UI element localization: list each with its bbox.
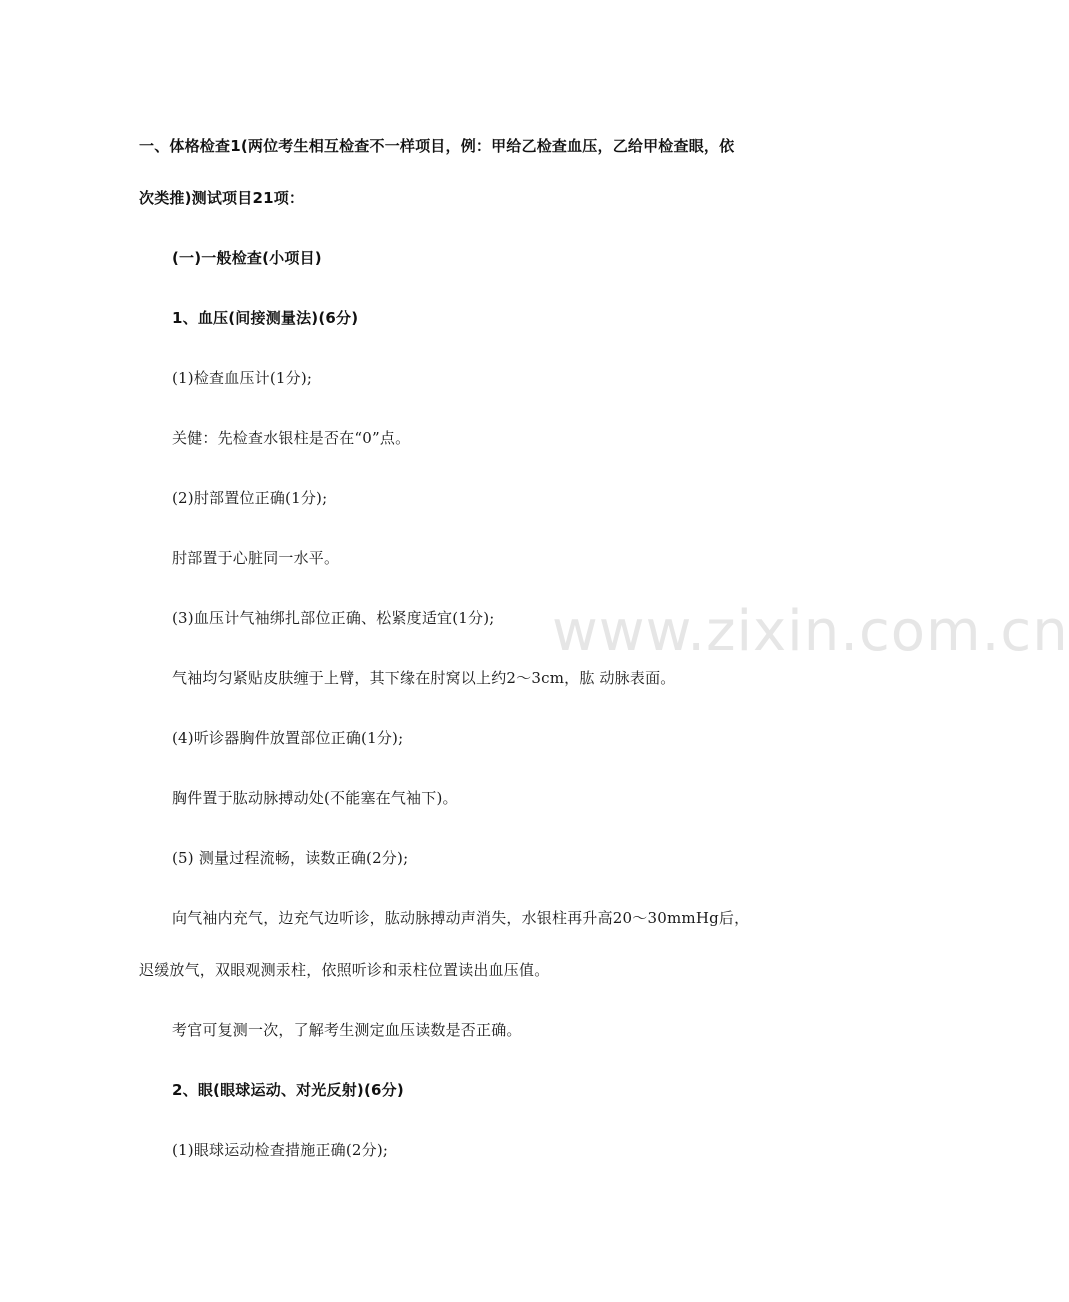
item-1-5: (5) 测量过程流畅，读数正确(2分);: [172, 849, 409, 867]
item-1-1-note: 关健：先检查水银柱是否在“0”点。: [172, 429, 411, 447]
item-1-4: (4)听诊器胸件放置部位正确(1分);: [172, 729, 404, 747]
item-1-examiner-note: 考官可复测一次，了解考生测定血压读数是否正确。: [172, 1021, 522, 1039]
item-2-title: 2、眼(眼球运动、对光反射)(6分): [172, 1081, 404, 1099]
item-1-2-note: 肘部置于心脏同一水平。: [172, 549, 340, 567]
item-1-2: (2)肘部置位正确(1分);: [172, 489, 328, 507]
item-1-5-note-line-2: 迟缓放气，双眼观测汞柱，依照听诊和汞柱位置读出血压值。: [139, 961, 550, 979]
item-1-3-note: 气袖均匀紧贴皮肤缠于上臂，其下缘在肘窝以上约2～3cm，肱 动脉表面。: [172, 669, 676, 687]
item-1-title: 1、血压(间接测量法)(6分): [172, 309, 359, 327]
item-1-4-note: 胸件置于肱动脉搏动处(不能塞在气袖下)。: [172, 789, 458, 807]
watermark: www.zixin.com.cn: [552, 599, 1069, 664]
section-general-check: (一)一般检查(小项目): [172, 249, 322, 267]
heading-line-2: 次类推)测试项目21项：: [139, 189, 305, 207]
item-1-3: (3)血压计气袖绑扎部位正确、松紧度适宜(1分);: [172, 609, 495, 627]
heading-line-1: 一、体格检查1(两位考生相互检查不一样项目，例：甲给乙检查血压，乙给甲检查眼，依: [139, 137, 735, 155]
item-2-1: (1)眼球运动检查措施正确(2分);: [172, 1141, 389, 1159]
item-1-1: (1)检查血压计(1分);: [172, 369, 313, 387]
item-1-5-note-line-1: 向气袖内充气，边充气边听诊，肱动脉搏动声消失，水银柱再升高20～30mmHg后，: [172, 909, 750, 927]
